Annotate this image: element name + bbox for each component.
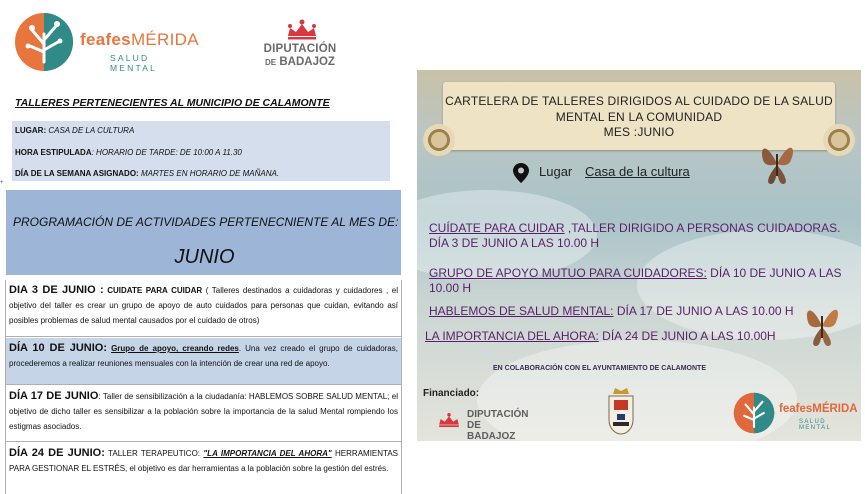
poster-item-1: CUÍDATE PARA CUIDAR ,TALLER DIRIGIDO A PERSONAS CUIDADORAS. [429,221,841,235]
activity-day: DÍA 17 DE JUNIO [9,390,99,402]
info-dia: DÍA DE LA SEMANA ASIGNADO: MARTES EN HORARIO DE MAÑANA. [15,169,280,178]
poster-image [417,70,861,441]
location-pin-icon [513,163,529,183]
activity-topic: CUIDATE PARA CUIDAR [107,286,203,295]
activity-row [6,280,401,337]
diputacion-crown-icon [282,16,322,40]
feafes-logo-name: feafesMÉRIDA [80,30,199,49]
place-label: Lugar [539,164,573,179]
info-lugar: LUGAR: CASA DE LA CULTURA [15,126,135,135]
activity-description: HERRAMIENTAS PARA GESTIONAR EL ESTRÉS, el objetivo es dar herramientas a la población sobre la gestión del estrés. [9,449,399,473]
activity-topic: "LA IMPORTANCIA DEL AHORA" [203,449,332,458]
poster-item-3: HABLEMOS DE SALUD MENTAL: DÍA 17 DE JUNIO A LAS 10.00 H [429,304,794,318]
coat-of-arms-icon [605,386,637,436]
info-box [12,121,390,181]
document-title: TALLERES PERTENECIENTES AL MUNICIPIO DE CALAMONTE [15,97,330,109]
poster-item-2: GRUPO DE APOYO MUTUO PARA CUIDADORES: DÍA 10 DE JUNIO A LAS [429,266,842,280]
sponsor-diputacion-line2: DE BADAJOZ [467,420,516,441]
diputacion-crown-icon [435,408,463,430]
banner-title-line1: CARTELERA DE TALLERES DIRIGIDOS AL CUIDADO DE LA SALUD [445,94,833,108]
poster-item-2-date: 10.00 H [429,281,472,295]
info-hora: HORA ESTIPULADA: HORARIO DE TARDE: DE 10:00 A 11.30 [15,148,242,157]
activity-row [6,338,401,385]
sponsor-feafes-name: feafesMÉRIDA [779,403,858,415]
butterfly-icon [802,300,842,352]
banner-month: MES :JUNIO [603,125,675,139]
poster-item-1-date: DÍA 3 DE JUNIO A LAS 10.00 H [429,236,600,250]
activity-row [6,386,401,442]
banner-title-line2: MENTAL EN LA COMUNIDAD [555,110,723,124]
diputacion-logo-line2: DE BADAJOZ [265,56,335,68]
feafes-logo-icon [14,12,74,72]
activity-description: . Una vez creado el grupo de cuidadoras, procederemos a realizar reuniones mensuales con la intención de crear una red de apoyo. [9,344,398,368]
activity-day: DIA 3 DE JUNIO : [9,284,104,296]
activity-description: ( Talleres destinados a cuidadoras y cuidadores , el objetivo del taller es crear un grupo de apoyo de auto cuidados para personas que cuidan, evitando así posibles problemas de salud mental causados por el cuidado de otros) [9,286,398,325]
place-value: Casa de la cultura [585,164,690,179]
activity-prefix: TALLER TERAPEUTICO: [104,449,204,458]
activities-table [5,280,402,494]
sponsor-diputacion-line1: DIPUTACIÓN [467,409,529,420]
programacion-heading: PROGRAMACIÓN DE ACTIVIDADES PERTENECNIENTE AL MES DE: [13,215,399,229]
programacion-month: JUNIO [174,246,235,268]
feafes-logo-icon [733,392,775,434]
programacion-box [5,189,402,276]
activity-day: DÍA 10 DE JUNIO: [9,342,107,354]
diputacion-logo-line1: DIPUTACIÓN [263,43,337,55]
collaboration-note: EN COLABORACIÓN CON EL AYUNTAMIENTO DE CALAMONTE [493,365,706,372]
financiado-label: Financiado: [423,388,480,399]
butterfly-icon [757,138,797,190]
activity-topic: Grupo de apoyo, creando redes [111,344,239,353]
activity-day: DÍA 24 DE JUNIO: [9,447,105,459]
sponsor-feafes-subtitle: SALUD MENTAL [799,419,832,431]
feafes-logo-subtitle: SALUD MENTAL [110,53,158,73]
sponsor-diputacion-logo [435,404,531,441]
feafes-logo [14,12,199,73]
table-move-handle[interactable]: + [0,180,4,186]
sponsor-feafes-logo [733,392,859,436]
activity-row [6,443,401,494]
diputacion-logo [250,16,350,66]
activity-description: : Taller de sensibilización a la ciudadanía: HABLEMOS SOBRE SALUD MENTAL; el objetivo de dicho taller es sensibilizar a la población sobre la importancia de la salud Mental rompiendo los estigmas asociados. [9,392,398,431]
poster-item-4: LA IMPORTANCIA DEL AHORA: DÍA 24 DE JUNIO A LAS 10.00H [425,329,776,343]
